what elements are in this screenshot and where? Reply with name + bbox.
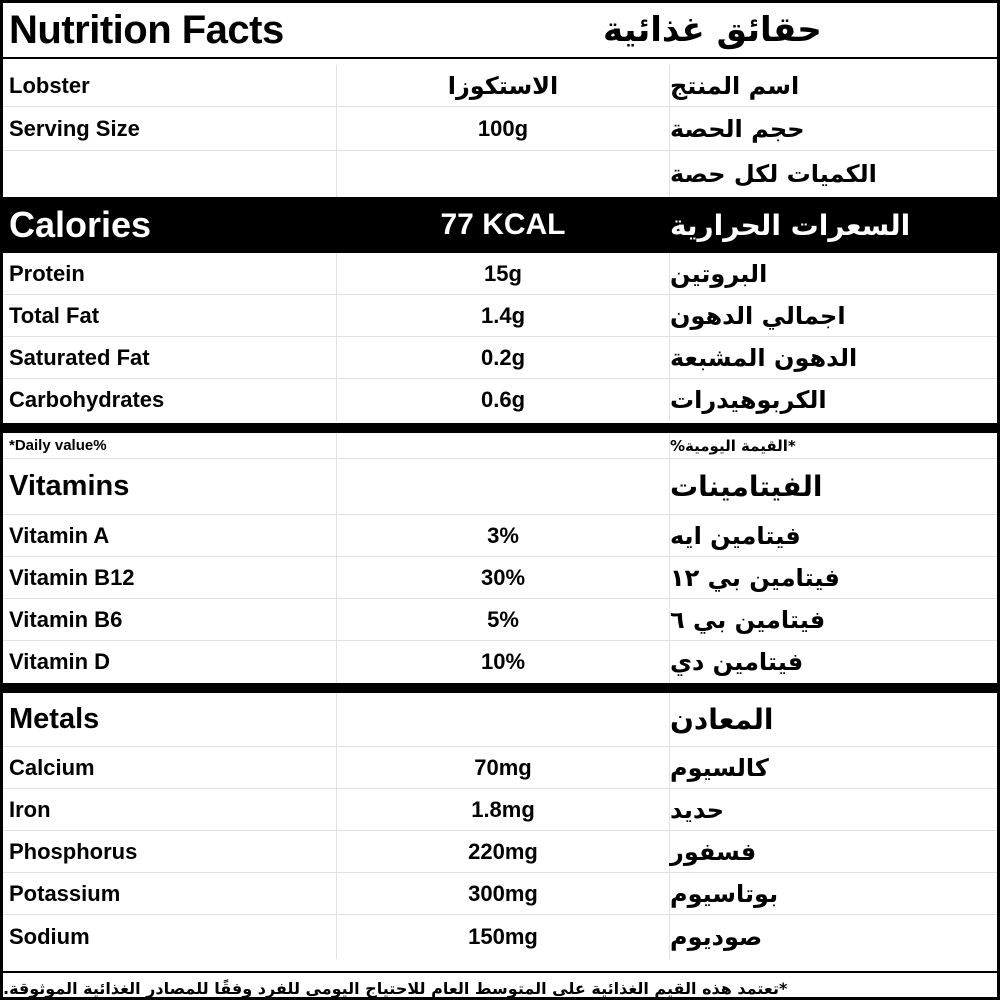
nutrient-label-ar: اجمالي الدهون bbox=[670, 301, 846, 330]
product-label-ar: اسم المنتج bbox=[670, 71, 800, 100]
product-name-value: الاستكوزا bbox=[447, 71, 559, 100]
daily-value-row bbox=[3, 433, 997, 459]
serving-size-row bbox=[3, 107, 997, 151]
nutrient-value: 0.2g bbox=[480, 344, 526, 370]
vitamin-row-b6 bbox=[3, 599, 997, 641]
vitamin-value: 3% bbox=[487, 522, 519, 548]
metal-value: 70mg bbox=[474, 754, 532, 780]
per-serving-row bbox=[3, 151, 997, 197]
vitamin-row-a bbox=[3, 515, 997, 557]
section-divider bbox=[3, 683, 997, 693]
metal-row-potassium bbox=[3, 873, 997, 915]
metals-title-ar: المعادن bbox=[670, 703, 774, 736]
nutrient-row-total-fat bbox=[3, 295, 997, 337]
vitamin-label-en: Vitamin B6 bbox=[9, 606, 123, 632]
daily-value-label-en: *Daily value% bbox=[9, 437, 107, 454]
vitamin-label-ar: فيتامين بي ١٢ bbox=[670, 563, 840, 592]
metal-value: 220mg bbox=[468, 838, 538, 864]
serving-label-ar: حجم الحصة bbox=[670, 114, 805, 143]
metal-label-en: Sodium bbox=[9, 924, 90, 949]
vitamins-title-en: Vitamins bbox=[9, 470, 130, 502]
vitamin-label-ar: فيتامين بي ٦ bbox=[670, 605, 826, 634]
vitamins-title-ar: الفيتامينات bbox=[670, 470, 823, 503]
metal-value: 150mg bbox=[468, 924, 538, 949]
nutrient-label-en: Protein bbox=[9, 260, 85, 286]
nutrient-row-protein bbox=[3, 253, 997, 295]
serving-value: 100g bbox=[477, 115, 529, 141]
footnote-text: *تعتمد هذه القيم الغذائية على المتوسط العام للاحتياج اليومي للفرد وفقًا للمصادر الغذائية الموثوقة. bbox=[3, 978, 788, 998]
metal-value: 1.8mg bbox=[471, 796, 535, 822]
metals-header-row bbox=[3, 693, 997, 747]
nutrient-value: 0.6g bbox=[480, 387, 526, 412]
calories-label-en: Calories bbox=[9, 204, 152, 245]
vitamin-label-en: Vitamin B12 bbox=[9, 564, 135, 590]
product-name-row bbox=[3, 65, 997, 107]
vitamin-row-b12 bbox=[3, 557, 997, 599]
nutrient-label-ar: البروتين bbox=[670, 259, 768, 288]
per-serving-label-ar: الكميات لكل حصة bbox=[670, 160, 877, 188]
title-ar-cell bbox=[603, 3, 995, 57]
metal-label-ar: حديد bbox=[670, 795, 725, 824]
metal-row-phosphorus bbox=[3, 831, 997, 873]
vitamin-value: 5% bbox=[487, 606, 519, 632]
vitamin-value: 30% bbox=[480, 564, 526, 590]
metal-label-en: Iron bbox=[9, 796, 51, 822]
vitamin-label-ar: فيتامين ايه bbox=[670, 521, 801, 550]
nutrient-value: 15g bbox=[484, 260, 522, 286]
daily-value-label-ar: *القيمة اليومية% bbox=[670, 436, 796, 455]
metal-label-ar: صوديوم bbox=[670, 923, 763, 951]
metal-label-en: Phosphorus bbox=[9, 838, 138, 864]
title-en-cell bbox=[9, 3, 609, 57]
nutrient-label-en: Carbohydrates bbox=[9, 387, 165, 412]
nutrient-label-en: Saturated Fat bbox=[9, 344, 150, 370]
metal-label-en: Calcium bbox=[9, 754, 95, 780]
nutrient-label-en: Total Fat bbox=[9, 302, 100, 328]
product-label-en: Lobster bbox=[9, 72, 90, 98]
nutrient-label-ar: الكربوهيدرات bbox=[670, 386, 827, 414]
metal-label-ar: بوتاسيوم bbox=[670, 879, 779, 908]
nutrient-row-carbohydrates bbox=[3, 379, 997, 421]
calories-label-ar: السعرات الحرارية bbox=[670, 208, 911, 242]
vitamin-value: 10% bbox=[480, 649, 526, 674]
calories-row bbox=[3, 197, 997, 253]
vitamin-label-en: Vitamin D bbox=[9, 649, 111, 674]
vitamin-label-ar: فيتامين دي bbox=[670, 648, 804, 676]
calories-value: 77 KCAL bbox=[440, 208, 566, 241]
footnote-row bbox=[3, 971, 997, 1000]
page-title-en: Nutrition Facts bbox=[9, 7, 284, 52]
section-divider bbox=[3, 423, 997, 433]
metal-row-iron bbox=[3, 789, 997, 831]
nutrient-value: 1.4g bbox=[480, 302, 526, 328]
serving-label-en: Serving Size bbox=[9, 115, 140, 141]
nutrient-label-ar: الدهون المشبعة bbox=[670, 343, 858, 372]
metal-label-ar: فسفور bbox=[670, 837, 757, 866]
metals-title-en: Metals bbox=[9, 703, 100, 735]
header-row bbox=[3, 3, 997, 59]
metal-label-ar: كالسيوم bbox=[670, 753, 769, 782]
nutrient-row-saturated-fat bbox=[3, 337, 997, 379]
metal-value: 300mg bbox=[468, 880, 538, 906]
page-title-ar: حقائق غذائية bbox=[603, 10, 822, 50]
metal-row-calcium bbox=[3, 747, 997, 789]
metal-label-en: Potassium bbox=[9, 880, 121, 906]
metal-row-sodium bbox=[3, 915, 997, 959]
vitamin-label-en: Vitamin A bbox=[9, 522, 110, 548]
vitamin-row-d bbox=[3, 641, 997, 683]
vitamins-header-row bbox=[3, 459, 997, 515]
